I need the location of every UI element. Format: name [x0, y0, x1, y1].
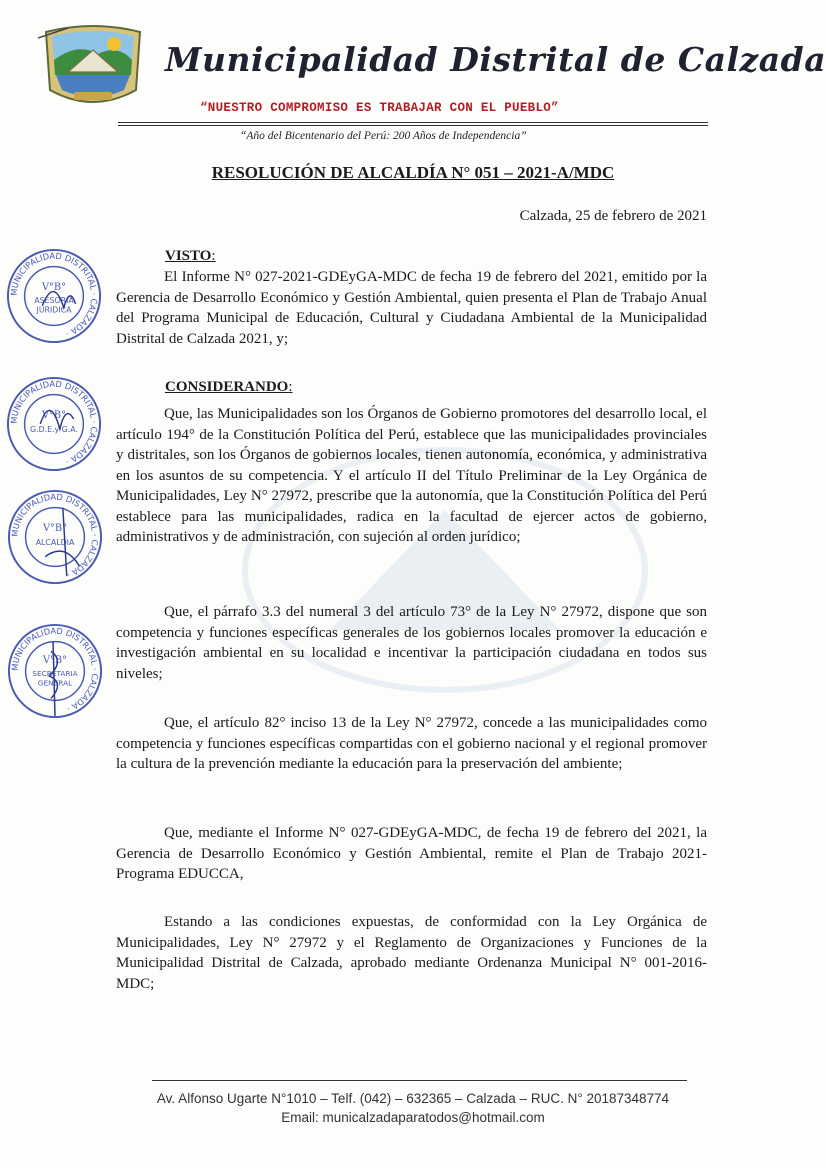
year-slogan: “Año del Bicentenario del Perú: 200 Años de Independencia” [240, 130, 527, 142]
stamp-office-2: GENERAL [37, 678, 73, 688]
stamp-ring-text: MUNICIPALIDAD DISTRITAL · CALZADA · [8, 378, 100, 468]
stamp-gdeyga [5, 375, 103, 473]
considerando-paragraph: Que, las Municipalidades son los Órganos de Gobierno promotores del desarrollo local, el artículo 194° de la Constitución Política del Perú, establece que las municipalidades provinciales y distritales, son los Órganos de gobiernos locales, tienen autonomía, económica, y administrativa en los asuntos de su competencia. Y el artículo II del Título Preliminar de la Ley Orgánica de Municipalidades, Ley N° 27972, prescribe que la autonomía, que la Constitución Política del Perú establece para las municipalidades, radica en la facultad de ejercer actos de gobierno, administrativos y de administración, con sujeción al orden jurídico; [116, 406, 707, 545]
stamp-ring-text: MUNICIPALIDAD DISTRITAL · CALZADA · [9, 625, 101, 715]
motto: “NUESTRO COMPROMISO ES TRABAJAR CON EL PUEBLO” [200, 101, 559, 115]
footer-email: Email: municalzadaparatodos@hotmail.com [281, 1110, 545, 1125]
stamp-vobo: V°B° [41, 282, 67, 294]
stamp-alcaldia [6, 488, 104, 586]
stamp-office: ASESORIA [34, 295, 74, 305]
stamp-asesoria-juridica [5, 247, 103, 345]
header-divider [118, 122, 708, 126]
stamp-office: SECRETARIA [32, 668, 78, 678]
footer-address: Av. Alfonso Ugarte N°1010 – Telf. (042) – 632365 – Calzada – RUC. N° 20187348774 [156, 1091, 670, 1106]
stamp-vobo: V°B° [42, 655, 68, 667]
stamp-secretaria-general [6, 622, 104, 720]
considerando-paragraph: Que, el artículo 82° inciso 13 de la Ley N° 27972, concede a las municipalidades como competencia y funciones específicas compartidas con el gobierno nacional y el regional promover la cultura de la prevención mediante la educación para la preservación del ambiente; [116, 715, 707, 772]
stamp-office-2: JURIDICA [36, 305, 72, 315]
footer-divider [152, 1080, 687, 1081]
municipal-logo [38, 20, 148, 112]
considerando-heading: CONSIDERANDO: [165, 379, 293, 395]
considerando-paragraph: Estando a las condiciones expuestas, de conformidad con la Ley Orgánica de Municipalidades, Ley N° 27972 y el Reglamento de Organizaciones y Funciones de la Municipalidad Distrital de Calzada, aprobado mediante Ordenanza Municipal N° 001-2016-MDC; [116, 914, 707, 992]
visto-paragraph: El Informe N° 027-2021-GDEyGA-MDC de fecha 19 de febrero del 2021, emitido por la Gerencia de Desarrollo Económico y Gestión Ambiental, quien presenta el Plan de Trabajo Anual del Programa Municipal de Educación, Cultural y Ciudadana Ambiental de la Municipalidad Distrital de Calzada 2021, y; [116, 269, 707, 347]
stamp-office: ALCALDIA [35, 537, 75, 547]
resolution-title: RESOLUCIÓN DE ALCALDÍA N° 051 – 2021-A/MDC [211, 163, 615, 182]
document-date: Calzada, 25 de febrero de 2021 [519, 208, 707, 224]
stamp-office: G.D.E.y G.A. [30, 424, 78, 434]
municipality-name: Municipalidad Distrital de Calzada [165, 40, 826, 79]
visto-heading: VISTO: [165, 248, 216, 264]
stamp-vobo: V°B° [41, 410, 67, 422]
considerando-paragraph: Que, el párrafo 3.3 del numeral 3 del artículo 73° de la Ley N° 27972, dispone que son competencia y funciones específicas generales de los gobiernos locales promover la educación e investigación ambiental en su localidad e incentivar la participación ciudadana en todos sus niveles; [116, 604, 707, 682]
stamp-ring-text: MUNICIPALIDAD DISTRITAL · CALZADA · [9, 491, 101, 581]
considerando-paragraph: Que, mediante el Informe N° 027-GDEyGA-MDC, de fecha 19 de febrero del 2021, la Gerencia de Desarrollo Económico y Gestión Ambiental, remite el Plan de Trabajo 2021- Programa EDUCCA, [116, 825, 707, 882]
stamp-ring-text: MUNICIPALIDAD DISTRITAL · CALZADA · [8, 250, 100, 340]
stamp-vobo: V°B° [42, 523, 68, 535]
